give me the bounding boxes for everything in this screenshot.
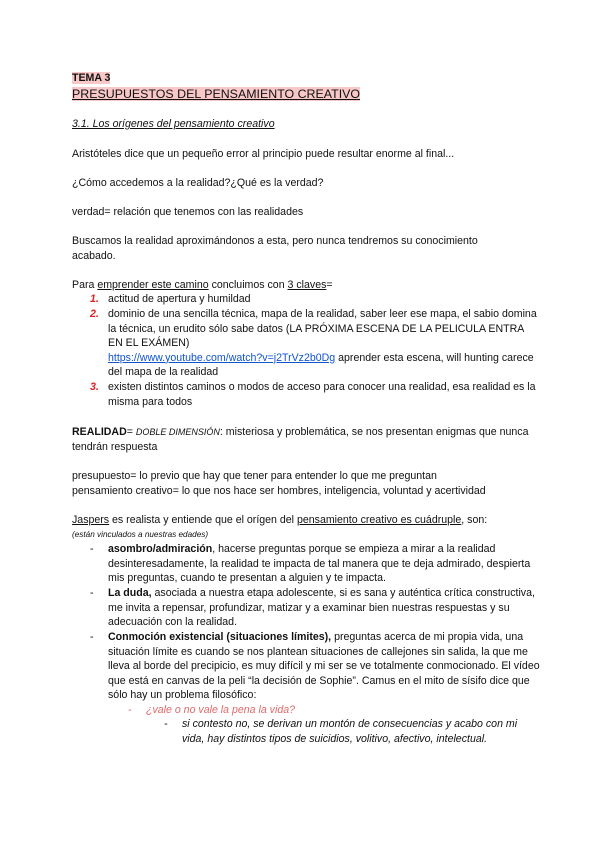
page-title: PRESUPUESTOS DEL PENSAMIENTO CREATIVO	[72, 86, 361, 101]
paragraph: Aristóteles dice que un pequeño error al principio puede resultar enorme al final...	[72, 148, 455, 160]
bullet-item: - asombro/admiración, hacerse preguntas porque se empieza a mirar a la realidad desinteresadamente, la realidad te impacta de tal manera que te deja admirado, despierta mis preguntas, cuando te presentan a alguien y te impacta.	[90, 543, 531, 585]
tema-label: TEMA 3	[72, 72, 111, 84]
list-item: 3. existen distintos caminos o modos de acceso para conocer una realidad, esa realidad es la misma para todos	[90, 381, 536, 408]
heading-block	[72, 71, 550, 101]
bullet-item: - Conmoción existencial (situaciones límites), preguntas acerca de mi propia vida, una situación límite es cuando se nos plantean situaciones de callejones sin salida, la que me lleva al borde del precipicio, es muy difícil y mi ser se ve totalmente conmocionado. El vídeo que está en canvas de la peli “la decisión de Sophie”. Camus en el mito de sísifo dice que sólo hay un problema filosófico:	[90, 631, 540, 702]
paragraph: presupuesto= lo previo que hay que tener para entender lo que me preguntan	[72, 470, 437, 482]
realidad-paragraph: REALIDAD= DOBLE DIMENSIÓN: misteriosa y problemática, se nos presentan enigmas que nunca tendrán respuesta	[72, 426, 529, 453]
youtube-link[interactable]: https://www.youtube.com/watch?v=j2TrVz2b0Dg	[108, 351, 336, 364]
paragraph: ¿Cómo accedemos a la realidad?¿Qué es la verdad?	[72, 177, 324, 189]
claves-intro: Para emprender este camino concluimos con 3 claves=	[72, 279, 333, 291]
list-item: 1. actitud de apertura y humildad	[90, 293, 251, 305]
paragraph: Buscamos la realidad aproximándonos a esta, pero nunca tendremos su conocimiento acabado.	[72, 235, 478, 262]
paragraph: pensamiento creativo= lo que nos hace ser hombres, inteligencia, voluntad y acertividad	[72, 485, 486, 497]
bullet-item: - La duda, asociada a nuestra etapa adolescente, si es sana y auténtica crítica constructiva, me invita a repensar, profundizar, matizar y a examinar bien nuestras respuestas y su adecuación con la realidad.	[90, 587, 535, 629]
paragraph: verdad= relación que tenemos con las realidades	[72, 206, 304, 218]
section-title: 3.1. Los orígenes del pensamiento creativo	[72, 118, 275, 130]
sub-sub-bullet: - si contesto no, se derivan un montón de consecuencias y acabo con mi vida, hay distintos tipos de suicidios, volitivo, afectivo, intelectual.	[164, 718, 518, 745]
list-item: 2. dominio de una sencilla técnica, mapa de la realidad, saber leer ese mapa, el sabio domina la técnica, un erudito sólo sabe datos (LA PRÓXIMA ESCENA DE LA PELICULA ENTRA EN EL EXÁMEN) https://www.youtube.com/watch?v=j2TrVz2b0Dg aprender esta escena, will hunting carece del mapa de la realidad	[90, 308, 537, 379]
note: (están vinculados a nuestras edades)	[72, 530, 209, 539]
sub-bullet: - ¿vale o no vale la pena la vida?	[128, 704, 296, 716]
jaspers-intro: Jaspers es realista y entiende que el orígen del pensamiento creativo es cuádruple, son:	[72, 514, 488, 526]
